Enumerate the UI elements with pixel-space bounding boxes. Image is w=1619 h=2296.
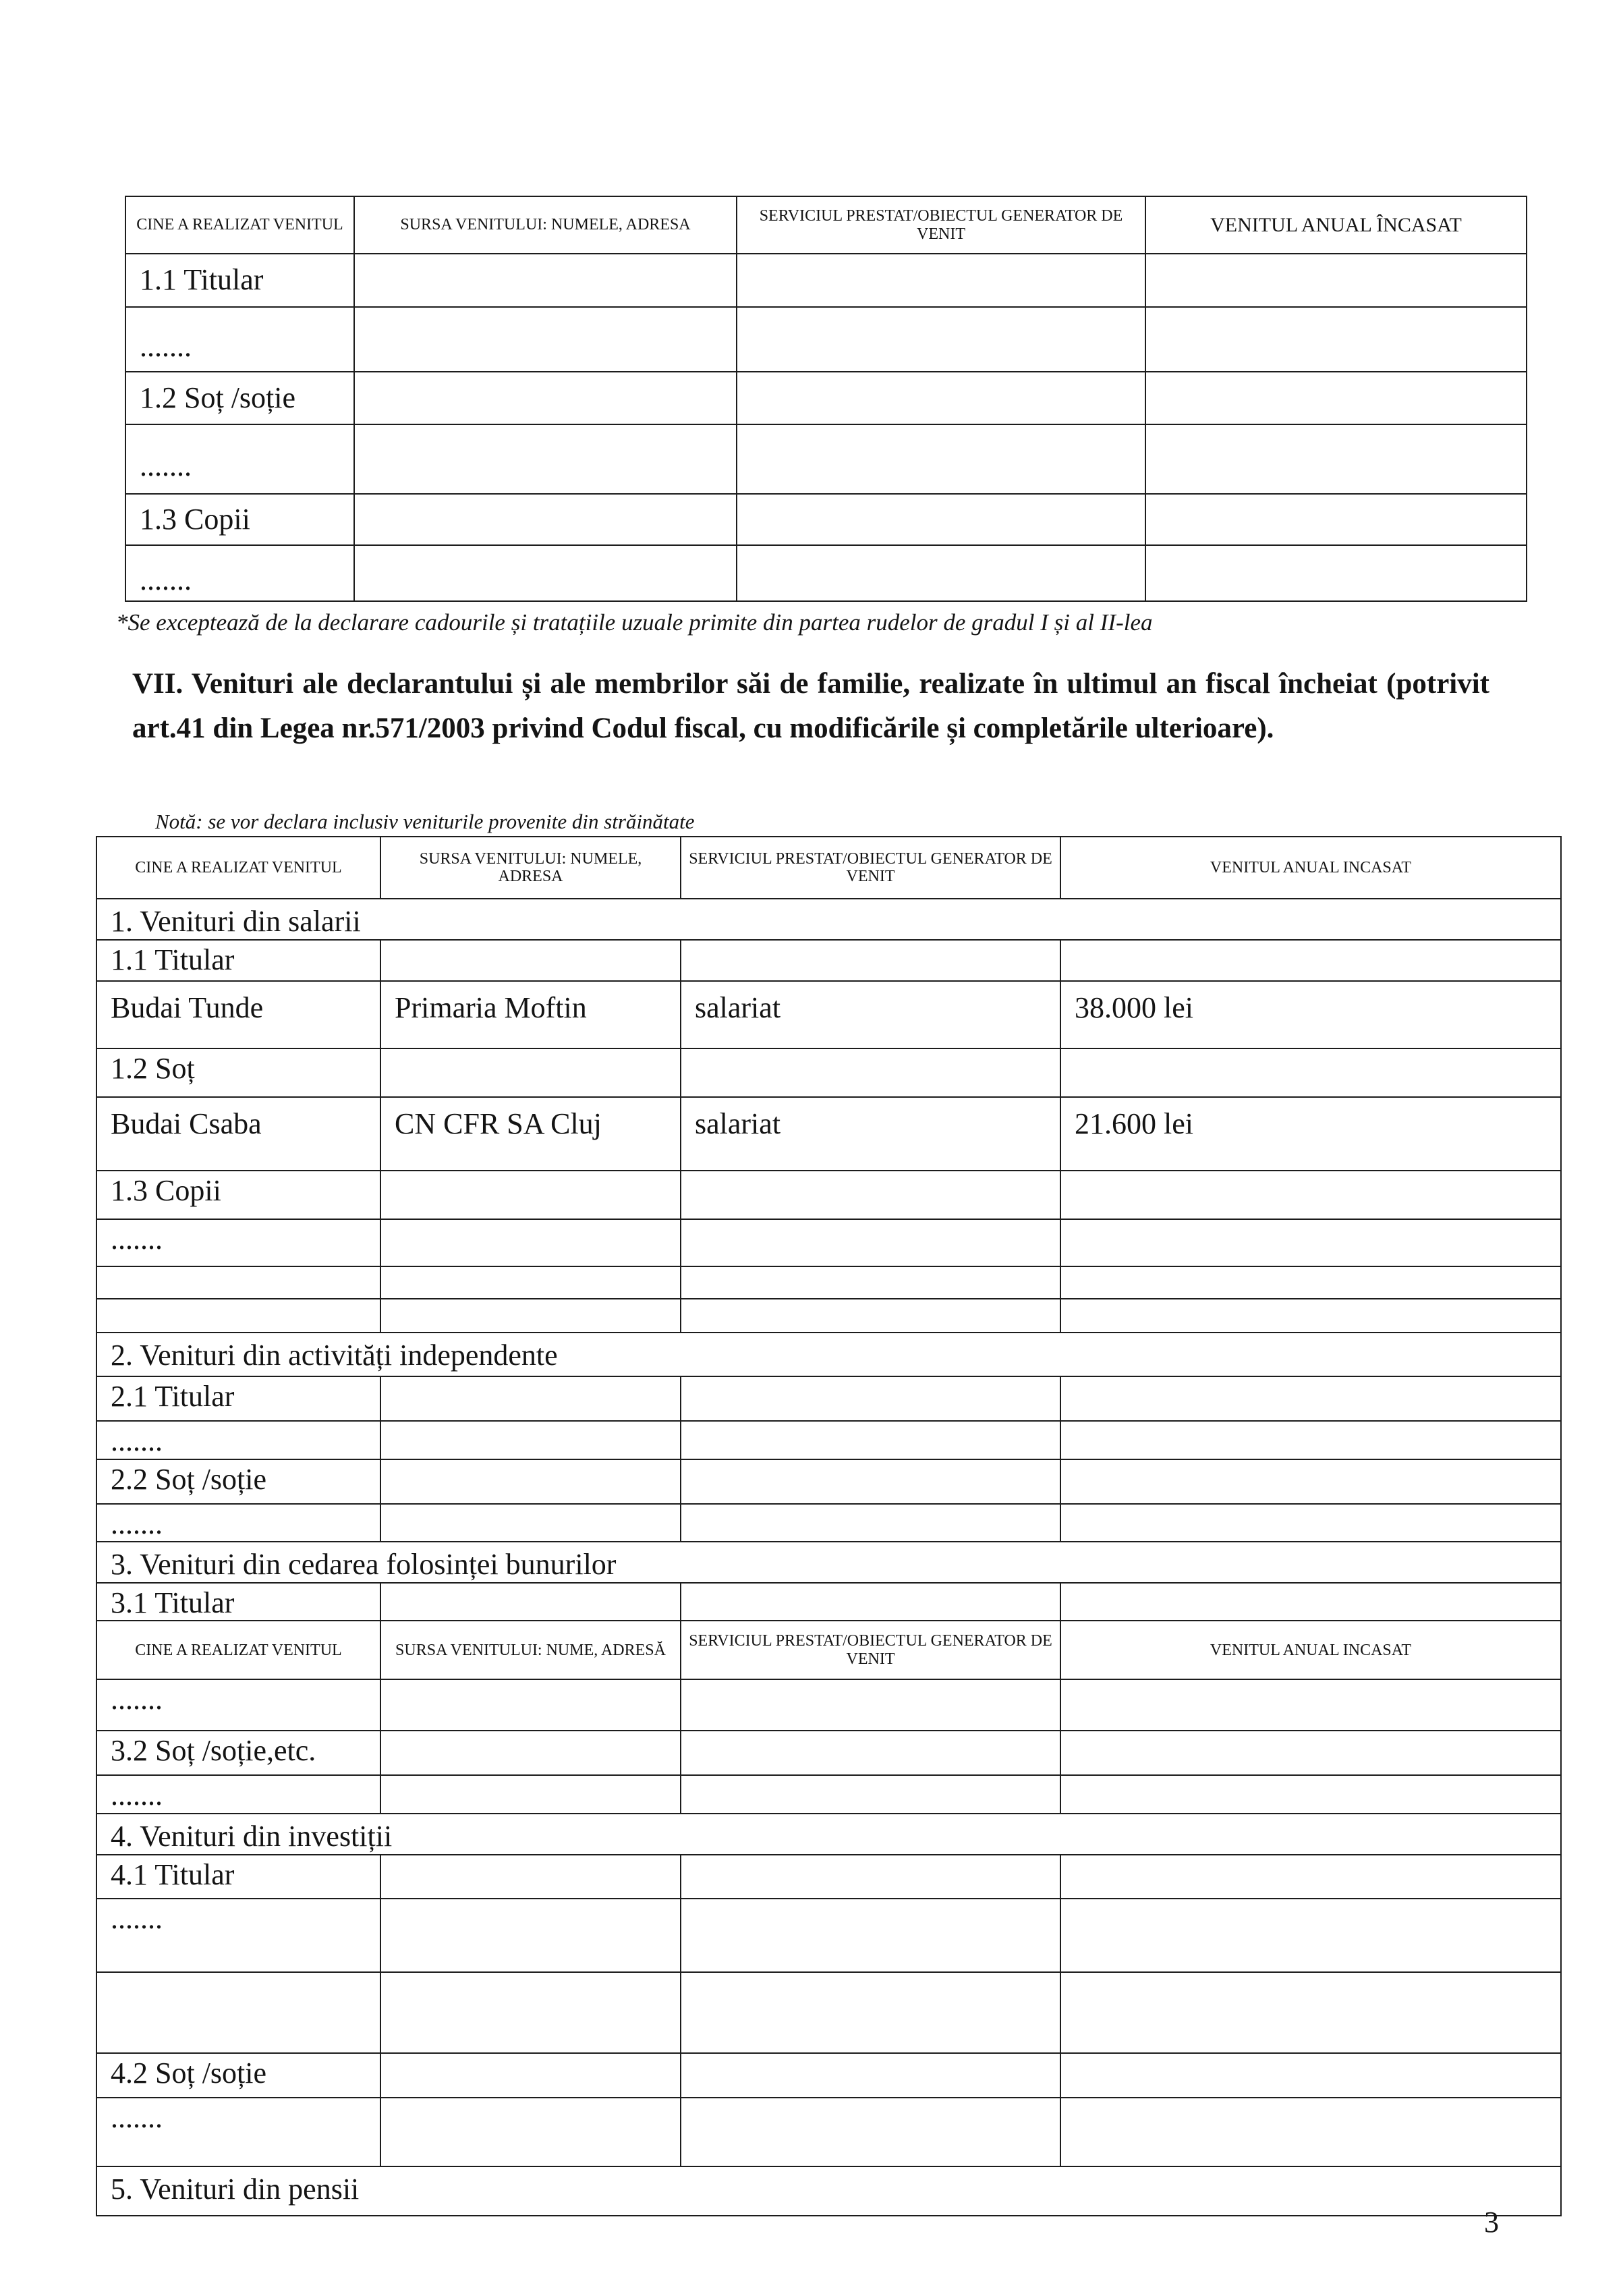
who-cell [96,1299,380,1333]
who-cell: ....... [96,1421,380,1459]
section-heading: VII. Venituri ale declarantului și ale membrilor săi de familie, realizate în ultimul an fiscal încheiat (potrivit art.41 din Legea nr.571/2003 privind Codul fiscal, cu modificările și completările ulterioare). [132,668,1489,744]
service-cell [681,940,1060,981]
source-cell [380,1731,681,1775]
section-row [96,1542,1561,1583]
header-amount: VENITUL ANUAL ÎNCASAT [1145,196,1527,254]
amount-cell [1060,1171,1561,1219]
amount-cell: 38.000 lei [1060,981,1561,1048]
table-row [96,1775,1561,1814]
service-cell [737,254,1145,307]
service-cell [681,1459,1060,1504]
source-cell [380,1048,681,1097]
service-cell [681,2098,1060,2166]
table-row [96,981,1561,1048]
foreign-income-note: Notă: se vor declara inclusiv veniturile provenite din străinătate [155,810,695,833]
service-cell: salariat [681,1097,1060,1171]
table-row [96,1899,1561,1972]
table-row [96,1171,1561,1219]
who-cell [96,1266,380,1299]
header-service: SERVICIUL PRESTAT/OBIECTUL GENERATOR DE VENIT [681,1621,1060,1679]
amount-cell [1145,307,1527,372]
table-row [96,1048,1561,1097]
table-header-row [96,1621,1561,1679]
who-cell: 1.3 Copii [125,494,354,545]
service-cell [681,1376,1060,1421]
header-source: SURSA VENITULUI: NUMELE, ADRESA [354,196,737,254]
source-cell [354,545,737,601]
service-cell [681,1421,1060,1459]
table-header-row [125,196,1527,254]
service-cell [681,1855,1060,1899]
header-who: CINE A REALIZAT VENITUL [96,1621,380,1679]
table-row [96,1504,1561,1542]
who-cell: 4.1 Titular [96,1855,380,1899]
section-title: 5. Venituri din pensii [96,2166,1561,2216]
amount-cell [1060,1775,1561,1814]
source-cell [380,1775,681,1814]
service-cell [681,1219,1060,1266]
amount-cell [1060,1266,1561,1299]
amount-cell [1060,1376,1561,1421]
section-title: 4. Venituri din investiții [96,1814,1561,1855]
page-number: 3 [1484,2206,1499,2239]
service-cell [737,424,1145,494]
table-row [125,545,1527,601]
who-cell: 1.2 Soț /soție [125,372,354,424]
table-row [96,1679,1561,1731]
service-cell [681,1048,1060,1097]
who-cell: 2.2 Soț /soție [96,1459,380,1504]
table-row [96,1855,1561,1899]
section-title: 1. Venituri din salarii [96,899,1561,940]
source-cell [354,372,737,424]
amount-cell [1060,2053,1561,2098]
table-row [125,307,1527,372]
amount-cell [1060,1504,1561,1542]
service-cell: salariat [681,981,1060,1048]
amount-cell [1060,1899,1561,1972]
source-cell [380,1219,681,1266]
amount-cell [1145,545,1527,601]
source-cell [380,940,681,981]
source-cell [380,1266,681,1299]
source-cell [380,1421,681,1459]
header-who: CINE A REALIZAT VENITUL [96,837,380,899]
header-source: SURSA VENITULUI: NUMELE, ADRESA [380,837,681,899]
service-cell [681,1266,1060,1299]
service-cell [681,1171,1060,1219]
who-cell: Budai Csaba [96,1097,380,1171]
who-cell: 3.2 Soț /soție,etc. [96,1731,380,1775]
service-cell [737,545,1145,601]
who-cell: 1.1 Titular [125,254,354,307]
table-row [125,372,1527,424]
who-cell: 1.1 Titular [96,940,380,981]
who-cell: ....... [96,1679,380,1731]
header-service: SERVICIUL PRESTAT/OBIECTUL GENERATOR DE VENIT [681,837,1060,899]
amount-cell [1060,2098,1561,2166]
who-cell [96,1972,380,2053]
income-table [96,836,1562,2216]
table-row [96,1421,1561,1459]
income-table-body [96,899,1561,2216]
header-service: SERVICIUL PRESTAT/OBIECTUL GENERATOR DE VENIT [737,196,1145,254]
table-row [96,2053,1561,2098]
who-cell: 3.1 Titular [96,1583,380,1621]
table-row [96,1731,1561,1775]
service-cell [737,307,1145,372]
table-row [96,1972,1561,2053]
who-cell: ....... [96,1899,380,1972]
table-row [96,1459,1561,1504]
source-cell [354,307,737,372]
amount-cell [1060,1219,1561,1266]
header-who: CINE A REALIZAT VENITUL [125,196,354,254]
source-cell [380,1855,681,1899]
header-amount: VENITUL ANUAL INCASAT [1060,837,1561,899]
service-cell [681,1775,1060,1814]
source-cell [380,1504,681,1542]
table-row [96,2098,1561,2166]
header-amount: VENITUL ANUAL INCASAT [1060,1621,1561,1679]
section-row [96,2166,1561,2216]
amount-cell [1060,1299,1561,1333]
service-cell [737,494,1145,545]
service-cell [681,1583,1060,1621]
who-cell: ....... [125,307,354,372]
service-cell [681,1731,1060,1775]
source-cell [380,1376,681,1421]
table-row [96,1583,1561,1621]
who-cell: ....... [125,545,354,601]
who-cell: ....... [96,1504,380,1542]
who-cell: 1.3 Copii [96,1171,380,1219]
who-cell: 1.2 Soț [96,1048,380,1097]
service-cell [681,1899,1060,1972]
source-cell [380,2053,681,2098]
amount-cell [1060,1731,1561,1775]
table-row [96,1266,1561,1299]
table-row [125,254,1527,307]
table-row [96,940,1561,981]
table-row [125,494,1527,545]
gifts-footnote: *Se exceptează de la declarare cadourile și tratațiile uzuale primite din partea rudelor de gradul I și al II-lea [116,609,1153,636]
table-row [96,1097,1561,1171]
amount-cell [1060,1459,1561,1504]
section-row [96,1814,1561,1855]
section-row [96,1333,1561,1376]
source-cell [380,1299,681,1333]
source-cell: CN CFR SA Cluj [380,1097,681,1171]
service-cell [681,1504,1060,1542]
header-source: SURSA VENITULUI: NUME, ADRESĂ [380,1621,681,1679]
service-cell [737,372,1145,424]
amount-cell [1060,1048,1561,1097]
source-cell [380,1171,681,1219]
service-cell [681,1679,1060,1731]
table-row [125,424,1527,494]
source-cell [354,254,737,307]
who-cell: 4.2 Soț /soție [96,2053,380,2098]
table-row [96,1376,1561,1421]
amount-cell [1145,372,1527,424]
source-cell [380,1583,681,1621]
table-row [96,1299,1561,1333]
source-cell [354,494,737,545]
source-cell [380,2098,681,2166]
source-cell: Primaria Moftin [380,981,681,1048]
service-cell [681,1299,1060,1333]
amount-cell: 21.600 lei [1060,1097,1561,1171]
gifts-table [125,196,1527,602]
amount-cell [1060,1421,1561,1459]
section-title: 3. Venituri din cedarea folosinței bunurilor [96,1542,1561,1583]
amount-cell [1060,940,1561,981]
amount-cell [1060,1972,1561,2053]
table-row [96,1219,1561,1266]
amount-cell [1060,1855,1561,1899]
amount-cell [1145,254,1527,307]
who-cell: Budai Tunde [96,981,380,1048]
who-cell: ....... [96,1775,380,1814]
amount-cell [1060,1679,1561,1731]
section-row [96,899,1561,940]
source-cell [380,1459,681,1504]
source-cell [380,1679,681,1731]
who-cell: ....... [125,424,354,494]
service-cell [681,2053,1060,2098]
source-cell [354,424,737,494]
source-cell [380,1972,681,2053]
service-cell [681,1972,1060,2053]
section-title: 2. Venituri din activități independente [96,1333,1561,1376]
who-cell: ....... [96,2098,380,2166]
amount-cell [1145,424,1527,494]
amount-cell [1145,494,1527,545]
source-cell [380,1899,681,1972]
table-header-row [96,837,1561,899]
amount-cell [1060,1583,1561,1621]
who-cell: ....... [96,1219,380,1266]
who-cell: 2.1 Titular [96,1376,380,1421]
